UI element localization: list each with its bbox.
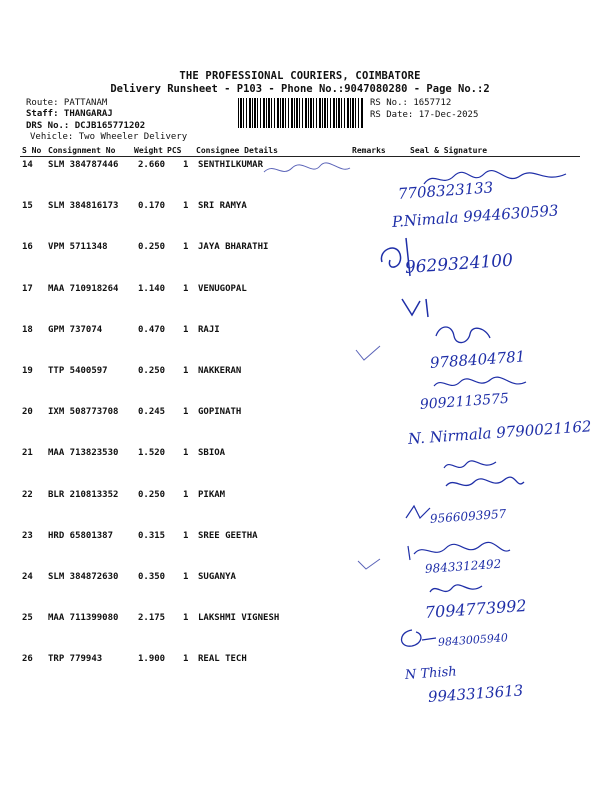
table-row [0, 407, 600, 419]
handwritten-scribble [440, 456, 500, 476]
cell-consignee: SBIOA [198, 448, 226, 459]
signature: 9843312492 [424, 556, 502, 576]
cell-consignment: MAA 711399080 [48, 613, 119, 624]
cell-sno: 15 [22, 201, 33, 212]
cell-weight: 0.250 [138, 489, 166, 500]
cell-sno: 24 [22, 572, 33, 582]
cell-consignee: SRI RAMYA [198, 201, 247, 212]
col-weight: Weight [134, 146, 163, 155]
cell-sno: 19 [22, 366, 33, 376]
col-consignment: Consignment No [48, 146, 116, 155]
cell-pcs: 1 [183, 366, 189, 376]
handwritten-scribble [426, 580, 486, 600]
cell-sno: 25 [22, 613, 33, 624]
cell-weight: 1.140 [138, 283, 166, 294]
cell-pcs: 1 [183, 160, 189, 170]
signature: 7094773992 [424, 595, 528, 622]
handwritten-scribble [404, 540, 514, 564]
table-row [0, 325, 600, 337]
cell-consignment: TTP 5400597 [48, 366, 108, 376]
handwritten-initial-mark [396, 626, 440, 650]
cell-weight: 1.900 [138, 654, 166, 665]
barcode-image [238, 98, 364, 128]
col-seal-signature: Seal & Signature [410, 146, 488, 155]
cell-sno: 20 [22, 407, 33, 418]
cell-weight: 0.250 [138, 366, 166, 376]
cell-consignment: MAA 710918264 [48, 283, 119, 294]
cell-weight: 0.470 [138, 324, 166, 335]
signature: N Thish [404, 664, 458, 683]
cell-pcs: 1 [183, 572, 189, 582]
cell-consignee: RAJI [198, 324, 220, 335]
cell-sno: 18 [22, 324, 33, 335]
route-info: Route: PATTANAM [26, 98, 108, 108]
cell-pcs: 1 [183, 530, 189, 541]
col-remarks: Remarks [352, 146, 386, 155]
signature: 9943313613 [427, 681, 524, 706]
cell-consignee: SUGANYA [198, 572, 236, 582]
cell-weight: 1.520 [138, 448, 166, 459]
cell-consignment: IXM 508773708 [48, 407, 119, 418]
cell-consignee: SREE GEETHA [198, 530, 258, 541]
cell-sno: 23 [22, 530, 33, 541]
cell-weight: 0.350 [138, 572, 166, 582]
cell-sno: 26 [22, 654, 33, 665]
handwritten-initial-mark [398, 295, 438, 321]
cell-consignee: GOPINATH [198, 407, 242, 418]
cell-pcs: 1 [183, 283, 189, 294]
col-sno: S No [22, 146, 42, 155]
cell-consignment: SLM 384872630 [48, 572, 119, 582]
col-consignee: Consignee Details [196, 146, 278, 155]
signature: 9629324100 [404, 250, 514, 278]
signature: 7708323133 [397, 178, 494, 203]
handwritten-initial-mark [376, 232, 436, 282]
handwritten-strike-mark [262, 160, 354, 182]
signature: 9566093957 [429, 506, 507, 526]
signature: 9788404781 [429, 347, 526, 372]
table-row [0, 572, 600, 584]
cell-consignee: REAL TECH [198, 654, 247, 665]
drs-number: DRS No.: DCJB165771202 [26, 121, 146, 131]
cell-pcs: 1 [183, 324, 189, 335]
cell-consignee: NAKKERAN [198, 366, 242, 376]
vehicle-info: Vehicle: Two Wheeler Delivery [30, 132, 188, 142]
rs-date: RS Date: 17-Dec-2025 [370, 110, 479, 120]
table-row [0, 284, 600, 296]
cell-consignment: GPM 737074 [48, 324, 103, 335]
cell-consignee: VENUGOPAL [198, 283, 247, 294]
cell-weight: 0.315 [138, 530, 166, 541]
header-rule [20, 156, 580, 157]
cell-pcs: 1 [183, 448, 189, 459]
cell-consignment: SLM 384816173 [48, 201, 119, 212]
cell-consignment: TRP 779943 [48, 654, 103, 665]
cell-sno: 17 [22, 283, 33, 294]
cell-pcs: 1 [183, 489, 189, 500]
cell-sno: 16 [22, 242, 33, 253]
handwritten-scribble [432, 322, 496, 348]
table-row [0, 448, 600, 460]
rs-number: RS No.: 1657712 [370, 98, 452, 108]
cell-pcs: 1 [183, 242, 189, 253]
cell-consignment: SLM 384787446 [48, 160, 119, 170]
handwritten-scribble [430, 374, 530, 394]
company-title: THE PROFESSIONAL COURIERS, COIMBATORE [179, 70, 421, 82]
cell-pcs: 1 [183, 201, 189, 212]
cell-consignment: HRD 65801387 [48, 530, 114, 541]
cell-consignee: SENTHILKUMAR [198, 160, 264, 170]
cell-consignee: PIKAM [198, 489, 226, 500]
remarks-tick-mark [354, 555, 384, 573]
staff-info: Staff: THANGARAJ [26, 109, 113, 119]
cell-sno: 22 [22, 489, 33, 500]
handwritten-scribble [420, 168, 570, 190]
cell-weight: 2.175 [138, 613, 166, 624]
cell-weight: 0.245 [138, 407, 166, 418]
signature: 9843005940 [437, 631, 509, 649]
cell-weight: 2.660 [138, 160, 166, 170]
cell-weight: 0.250 [138, 242, 166, 253]
cell-consignment: MAA 713823530 [48, 448, 119, 459]
cell-sno: 21 [22, 448, 33, 459]
handwritten-initial-mark [402, 502, 436, 522]
table-row [0, 654, 600, 666]
cell-pcs: 1 [183, 654, 189, 665]
cell-consignment: BLR 210813352 [48, 489, 119, 500]
cell-consignee: JAYA BHARATHI [198, 242, 269, 253]
col-pcs: PCS [167, 146, 182, 155]
runsheet-subtitle: Delivery Runsheet - P103 - Phone No.:9047080280 - Page No.:2 [110, 83, 490, 95]
handwritten-scribble [442, 474, 528, 494]
cell-sno: 14 [22, 160, 33, 170]
signature: N. Nirmala 9790021162 [407, 417, 593, 448]
signature: 9092113575 [419, 390, 510, 413]
cell-consignment: VPM 5711348 [48, 242, 108, 253]
cell-pcs: 1 [183, 613, 189, 624]
signature: P.Nimala 9944630593 [391, 201, 560, 231]
cell-consignee: LAKSHMI VIGNESH [198, 613, 280, 624]
cell-pcs: 1 [183, 407, 189, 418]
cell-weight: 0.170 [138, 201, 166, 212]
remarks-tick-mark [352, 342, 386, 364]
